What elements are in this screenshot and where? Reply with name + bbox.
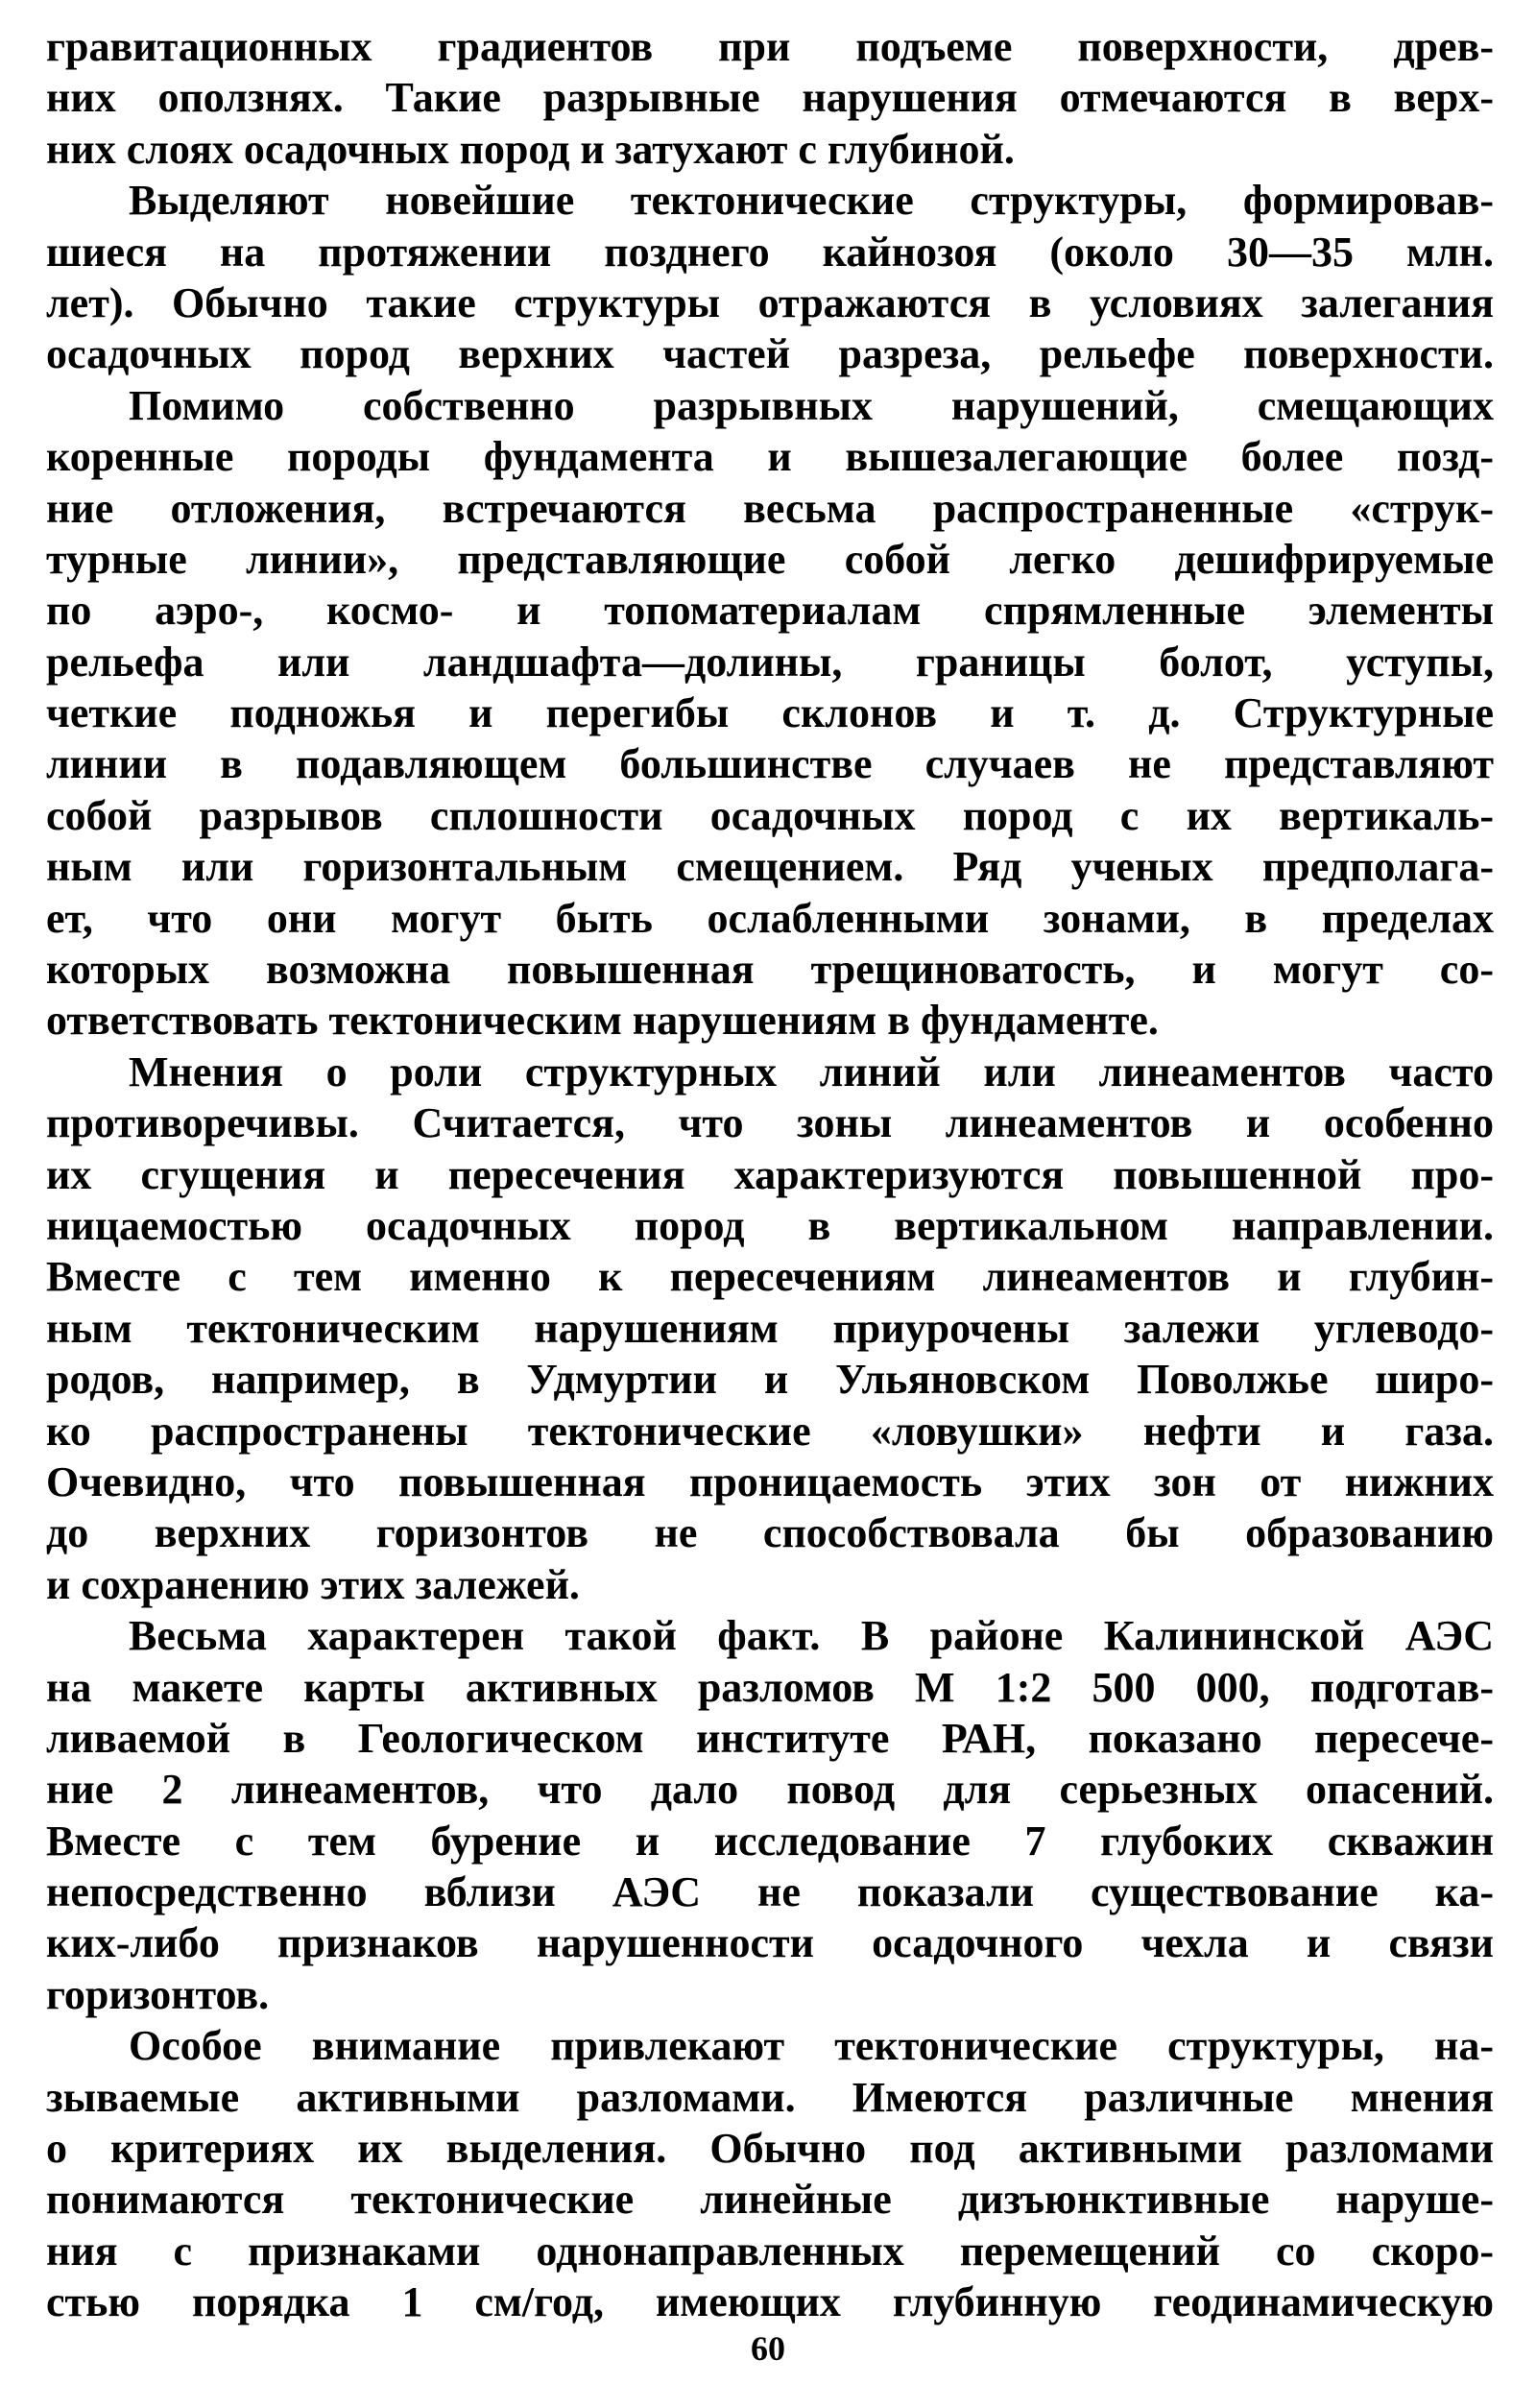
text-line: на макете карты активных разломов М 1:2 500 000, подготав- [46, 1663, 1494, 1711]
text-line: ным или горизонтальным смещением. Ряд ученых предполага- [46, 843, 1494, 891]
text-line: ние 2 линеаментов, что дало повод для серьезных опасений. [46, 1766, 1494, 1814]
text-line: Выделяют новейшие тектонические структуры, формировав- [129, 177, 1494, 225]
text-line: Мнения о роли структурных линий или линеаментов часто [129, 1047, 1494, 1096]
paragraph [46, 175, 1494, 380]
text-line: линии в подавляющем большинстве случаев не представляют [46, 740, 1494, 788]
text-line: зываемые активными разломами. Имеются различные мнения [46, 2073, 1494, 2121]
paragraph [46, 1047, 1494, 1610]
text-line: ливаемой в Геологическом институте РАН, показано пересече- [46, 1714, 1494, 1762]
text-line: ницаемостью осадочных пород в вертикальном направлении. [46, 1201, 1494, 1249]
text-line: турные линии», представляющие собой легко дешифрируемые [46, 535, 1494, 583]
text-line: до верхних горизонтов не способствовала бы образованию [46, 1509, 1494, 1557]
text-line: осадочных пород верхних частей разреза, рельефе поверхности. [46, 330, 1494, 378]
text-line: которых возможна повышенная трещиноватость, и могут со- [46, 946, 1494, 994]
text-line: четкие подножья и перегибы склонов и т. д. Структурные [46, 689, 1494, 737]
page-number: 60 [751, 2329, 785, 2368]
text-line: шиеся на протяжении позднего кайнозоя (около 30—35 млн. [46, 228, 1494, 276]
text-line: них слоях осадочных пород и затухают с глубиной. [46, 125, 1015, 173]
text-line: Вместе с тем бурение и исследование 7 глубоких скважин [46, 1817, 1494, 1865]
text-line: горизонтов. [46, 1970, 270, 2018]
text-line: них оползнях. Такие разрывные нарушения отмечаются в верх- [46, 74, 1494, 122]
text-line: родов, например, в Удмуртии и Ульяновском Поволжье широ- [46, 1356, 1494, 1404]
text-line: их сгущения и пересечения характеризуются повышенной про- [46, 1150, 1494, 1198]
paragraph [46, 21, 1494, 175]
text-line: ких-либо признаков нарушенности осадочного чехла и связи [46, 1919, 1494, 1967]
text-line: Очевидно, что повышенная проницаемость этих зон от нижних [46, 1457, 1494, 1505]
text-line: ко распространены тектонические «ловушки» нефти и газа. [46, 1407, 1494, 1455]
text-line: коренные породы фундамента и вышезалегающие более позд- [46, 433, 1494, 481]
text-line: Весьма характерен такой факт. В районе Калининской АЭС [129, 1612, 1494, 1660]
text-line: ние отложения, встречаются весьма распространенные «струк- [46, 484, 1494, 532]
page-body [46, 21, 1494, 2328]
text-line: непосредственно вблизи АЭС не показали существование ка- [46, 1868, 1494, 1916]
text-line: лет). Обычно такие структуры отражаются в условиях залегания [46, 278, 1494, 326]
paragraph [46, 380, 1494, 1047]
text-line: собой разрывов сплошности осадочных пород с их вертикаль- [46, 791, 1494, 839]
text-line: ния с признаками однонаправленных перемещений со скоро- [46, 2227, 1494, 2275]
text-line: гравитационных градиентов при подъеме поверхности, древ- [46, 23, 1494, 70]
text-line: по аэро-, космо- и топоматериалам спрямленные элементы [46, 587, 1494, 635]
text-line: рельефа или ландшафта—долины, границы болот, уступы, [46, 638, 1494, 686]
text-line: Вместе с тем именно к пересечениям линеаментов и глубин- [46, 1253, 1494, 1301]
text-line: стью порядка 1 см/год, имеющих глубинную геодинамическую [46, 2278, 1494, 2326]
text-line: Помимо собственно разрывных нарушений, смещающих [129, 381, 1494, 429]
text-line: понимаются тектонические линейные дизъюнктивные наруше- [46, 2176, 1494, 2224]
text-line: ответствовать тектоническим нарушениям в фундаменте. [46, 997, 1159, 1045]
text-line: противоречивы. Считается, что зоны линеаментов и особенно [46, 1099, 1494, 1147]
text-line: ет, что они могут быть ослабленными зонами, в пределах [46, 894, 1494, 942]
text-line: ным тектоническим нарушениям приурочены залежи углеводо- [46, 1304, 1494, 1352]
paragraph [46, 1610, 1494, 2020]
paragraph [46, 2020, 1494, 2327]
text-line: о критериях их выделения. Обычно под активными разломами [46, 2125, 1494, 2173]
text-line: Особое внимание привлекают тектонические структуры, на- [129, 2022, 1494, 2070]
text-line: и сохранению этих залежей. [46, 1560, 580, 1608]
